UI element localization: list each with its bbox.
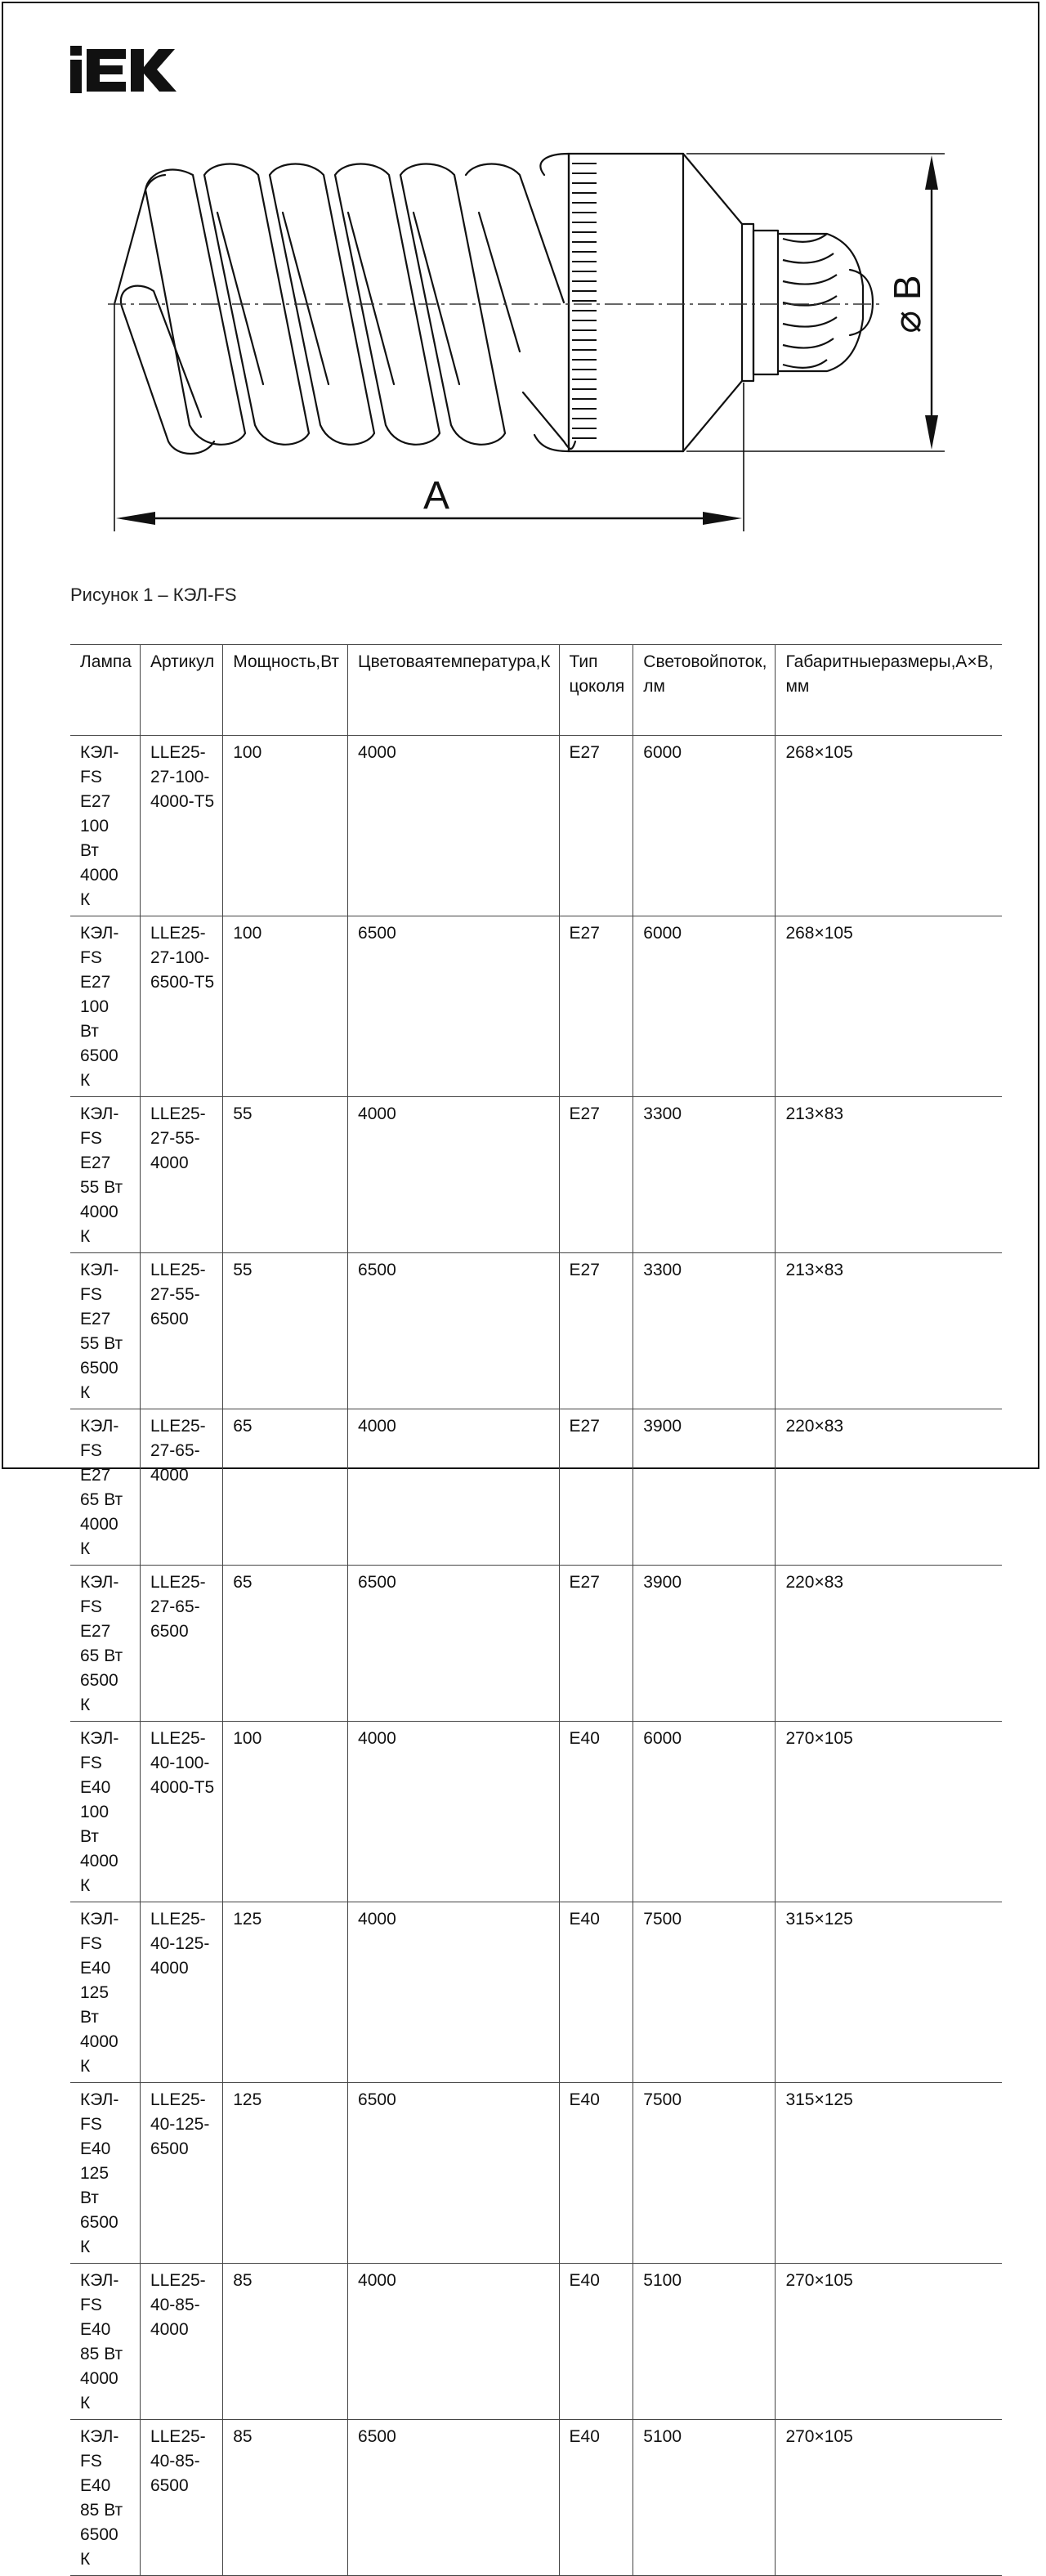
holder-ribs [572, 164, 597, 438]
cell-size: 213×83 [776, 1097, 1002, 1253]
cell-line: КЭЛ-FS E27 [80, 743, 119, 811]
cell-lamp [70, 1566, 140, 1722]
cell-power: 65 [223, 1409, 348, 1566]
cell-line: 55 Вт 4000 К [80, 1178, 123, 1246]
cell-power: 85 [223, 2420, 348, 2576]
cell-power: 100 [223, 1722, 348, 1902]
table-row [70, 1253, 1002, 1409]
column-header-line: Вт [320, 652, 340, 671]
cell-line: LLE25-27-55- [150, 1104, 206, 1148]
cell-line: 100 Вт 4000 К [80, 1803, 118, 1895]
column-header-line: размеры, [880, 652, 956, 671]
cell-line: 4000 [150, 2320, 189, 2339]
table-header-row [70, 645, 1002, 736]
cell-flux: 5100 [633, 2264, 776, 2420]
column-header [776, 645, 1002, 736]
cell-line: LLE25-40-100- [150, 1729, 210, 1772]
column-header [223, 645, 348, 736]
cell-temp: 4000 [348, 1409, 559, 1566]
cell-article [140, 2264, 222, 2420]
cell-temp: 4000 [348, 1097, 559, 1253]
cell-lamp [70, 916, 140, 1097]
cell-line: КЭЛ-FS E40 [80, 1729, 119, 1797]
cell-article [140, 2083, 222, 2264]
cell-article [140, 1409, 222, 1566]
cell-line: 4000 [150, 1466, 189, 1485]
table-row [70, 2083, 1002, 2264]
column-header-line: температура, [433, 652, 541, 671]
table-row [70, 1722, 1002, 1902]
cell-flux: 3900 [633, 1409, 776, 1566]
column-header-line: Тип цоколя [569, 652, 625, 696]
cell-base: E27 [559, 1409, 633, 1566]
dimension-a-label: A [422, 474, 450, 517]
cell-line: КЭЛ-FS E40 [80, 2090, 119, 2158]
cell-flux: 5100 [633, 2420, 776, 2576]
cell-temp: 6500 [348, 2420, 559, 2576]
cell-line: LLE25-27-100- [150, 743, 210, 786]
cell-line: LLE25-40-85- [150, 2427, 206, 2471]
cell-lamp [70, 2083, 140, 2264]
cell-line: КЭЛ-FS E40 [80, 2271, 119, 2339]
cell-flux: 6000 [633, 736, 776, 916]
column-header-line: Цветовая [358, 652, 434, 671]
cell-line: 65 Вт 6500 К [80, 1646, 123, 1714]
cell-line: 4000-T5 [150, 792, 215, 811]
cell-temp: 6500 [348, 2083, 559, 2264]
column-header-line: Артикул [150, 652, 215, 671]
table-row [70, 1097, 1002, 1253]
cell-lamp [70, 1409, 140, 1566]
cell-line: 6500-T5 [150, 973, 215, 992]
cell-temp: 6500 [348, 1253, 559, 1409]
cell-flux: 3300 [633, 1253, 776, 1409]
cell-line: 6500 [150, 1310, 189, 1328]
table-row [70, 2420, 1002, 2576]
cell-flux: 7500 [633, 1902, 776, 2083]
cell-article [140, 1253, 222, 1409]
cell-line: 4000 [150, 1154, 189, 1172]
cell-line: LLE25-27-65- [150, 1417, 206, 1460]
cell-lamp [70, 2264, 140, 2420]
cell-article [140, 736, 222, 916]
column-header [633, 645, 776, 736]
cell-size: 220×83 [776, 1566, 1002, 1722]
cell-line: КЭЛ-FS E40 [80, 2427, 119, 2495]
column-header-line: поток, лм [643, 652, 767, 696]
cell-line: LLE25-40-125- [150, 2090, 210, 2134]
cell-lamp [70, 1902, 140, 2083]
column-header-line: Световой [643, 652, 719, 671]
cell-size: 270×105 [776, 2264, 1002, 2420]
cell-line: LLE25-40-125- [150, 1910, 210, 1953]
cell-temp: 4000 [348, 2264, 559, 2420]
cell-power: 65 [223, 1566, 348, 1722]
cell-temp: 6500 [348, 1566, 559, 1722]
cell-article [140, 1097, 222, 1253]
figure-caption: Рисунок 1 – КЭЛ-FS [70, 585, 237, 605]
cell-power: 55 [223, 1253, 348, 1409]
cell-lamp [70, 2420, 140, 2576]
cell-base: E27 [559, 1097, 633, 1253]
cell-power: 125 [223, 1902, 348, 2083]
column-header-line: К [540, 652, 551, 671]
cell-base: E27 [559, 1566, 633, 1722]
cell-flux: 6000 [633, 916, 776, 1097]
column-header-line: Габаритные [785, 652, 881, 671]
column-header [348, 645, 559, 736]
cell-flux: 3900 [633, 1566, 776, 1722]
cell-base: E27 [559, 736, 633, 916]
cell-base: E27 [559, 916, 633, 1097]
cell-line: LLE25-40-85- [150, 2271, 206, 2314]
cell-article [140, 2420, 222, 2576]
cell-power: 125 [223, 2083, 348, 2264]
cell-line: 100 Вт 4000 К [80, 817, 118, 909]
cell-power: 85 [223, 2264, 348, 2420]
base-thread [783, 234, 837, 368]
cell-size: 270×105 [776, 1722, 1002, 1902]
table-row [70, 1902, 1002, 2083]
cell-base: E27 [559, 1253, 633, 1409]
cell-base: E40 [559, 1902, 633, 2083]
table-row [70, 916, 1002, 1097]
cell-base: E40 [559, 2264, 633, 2420]
cell-flux: 7500 [633, 2083, 776, 2264]
column-header [140, 645, 222, 736]
cell-lamp [70, 1722, 140, 1902]
column-header-line: A×B, мм [785, 652, 994, 696]
cell-base: E40 [559, 2083, 633, 2264]
cell-power: 100 [223, 916, 348, 1097]
column-header-line: Лампа [80, 652, 132, 671]
cell-base: E40 [559, 1722, 633, 1902]
cell-line: 6500 [150, 1622, 189, 1641]
cell-line: КЭЛ-FS E27 [80, 1104, 119, 1172]
cell-article [140, 1566, 222, 1722]
cell-power: 55 [223, 1097, 348, 1253]
cell-line: КЭЛ-FS E27 [80, 924, 119, 992]
cell-line: 125 Вт 4000 К [80, 1983, 118, 2076]
table-body [70, 736, 1002, 2576]
cell-temp: 4000 [348, 1722, 559, 1902]
cell-line: 65 Вт 4000 К [80, 1490, 123, 1558]
cell-flux: 6000 [633, 1722, 776, 1902]
cell-article [140, 916, 222, 1097]
cell-temp: 4000 [348, 1902, 559, 2083]
cell-line: КЭЛ-FS E27 [80, 1573, 119, 1641]
cell-article [140, 1902, 222, 2083]
cell-line: 85 Вт 6500 К [80, 2501, 123, 2569]
cell-line: 4000-T5 [150, 1778, 215, 1797]
cell-flux: 3300 [633, 1097, 776, 1253]
cell-size: 270×105 [776, 2420, 1002, 2576]
cell-line: 100 Вт 6500 К [80, 997, 118, 1090]
cell-size: 220×83 [776, 1409, 1002, 1566]
cell-line: 6500 [150, 2476, 189, 2495]
cell-line: КЭЛ-FS E27 [80, 1261, 119, 1328]
column-header [70, 645, 140, 736]
cell-line: 55 Вт 6500 К [80, 1334, 123, 1402]
cell-size: 315×125 [776, 2083, 1002, 2264]
column-header-line: Мощность, [233, 652, 321, 671]
cell-size: 268×105 [776, 736, 1002, 916]
cell-line: 6500 [150, 2139, 189, 2158]
cell-temp: 6500 [348, 916, 559, 1097]
column-header [559, 645, 633, 736]
cell-line: LLE25-27-65- [150, 1573, 206, 1616]
spec-table [70, 644, 1002, 2576]
cell-article [140, 1722, 222, 1902]
cell-line: КЭЛ-FS E27 [80, 1417, 119, 1485]
table-row [70, 1566, 1002, 1722]
cell-line: LLE25-27-100- [150, 924, 210, 967]
cell-line: 85 Вт 4000 К [80, 2345, 123, 2412]
lamp-drawing [0, 0, 1046, 572]
cell-line: КЭЛ-FS E40 [80, 1910, 119, 1978]
cell-line: 4000 [150, 1959, 189, 1978]
cell-lamp [70, 1253, 140, 1409]
table-row [70, 2264, 1002, 2420]
cell-base: E40 [559, 2420, 633, 2576]
table-row [70, 1409, 1002, 1566]
cell-size: 315×125 [776, 1902, 1002, 2083]
cell-size: 268×105 [776, 916, 1002, 1097]
cell-lamp [70, 1097, 140, 1253]
cell-temp: 4000 [348, 736, 559, 916]
cell-line: 125 Вт 6500 К [80, 2164, 118, 2256]
cell-power: 100 [223, 736, 348, 916]
table-row [70, 736, 1002, 916]
cell-size: 213×83 [776, 1253, 1002, 1409]
cell-line: LLE25-27-55- [150, 1261, 206, 1304]
cell-lamp [70, 736, 140, 916]
dimension-b-label: ⌀ B [886, 275, 928, 334]
